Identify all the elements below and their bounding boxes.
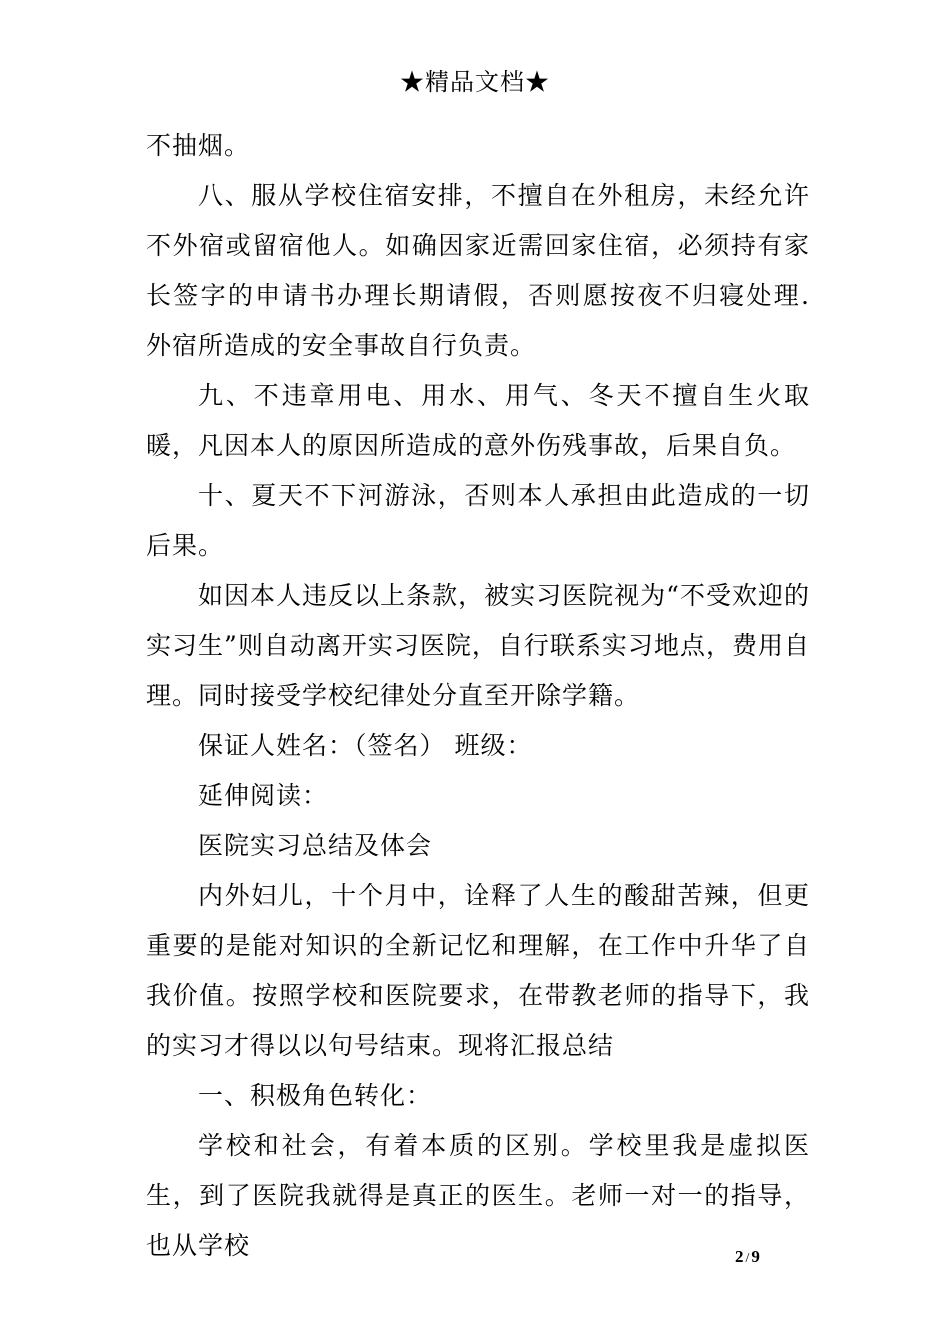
page-separator: / bbox=[745, 1251, 750, 1266]
page-header bbox=[0, 64, 950, 100]
paragraph: 如因本人违反以上条款，被实习医院视为“不受欢迎的实习生”则自动离开实习医院，自行联系实习地点，费用自理。同时接受学校纪律处分直至开除学籍。 bbox=[146, 581, 810, 710]
paragraph: 内外妇儿，十个月中，诠释了人生的酸甜苦辣，但更重要的是能对知识的全新记忆和理解，在工作中升华了自我价值。按照学校和医院要求，在带教老师的指导下，我的实习才得以以句号结束。现将汇报总结 bbox=[146, 881, 810, 1060]
document-body bbox=[146, 121, 810, 1271]
header-title: ★精品文档★ bbox=[400, 68, 550, 96]
paragraph: 九、不违章用电、用水、用气、冬天不擅自生火取暖，凡因本人的原因所造成的意外伤残事故，后果自负。 bbox=[146, 381, 810, 460]
paragraph: 不抽烟。 bbox=[146, 131, 251, 160]
page-number bbox=[735, 1245, 760, 1271]
section-heading: 一、积极角色转化： bbox=[198, 1081, 433, 1110]
signature-line: 保证人姓名：（签名） 班级： bbox=[198, 731, 533, 760]
paragraph: 八、服从学校住宿安排，不擅自在外租房，未经允许不外宿或留宿他人。如确因家近需回家住宿，必须持有家长签字的申请书办理长期请假，否则愿按夜不归寝处理. 外宿所造成的安全事故自行负责。 bbox=[146, 181, 810, 360]
total-pages: 9 bbox=[751, 1247, 760, 1266]
extended-reading-label: 延伸阅读： bbox=[198, 781, 329, 810]
paragraph: 十、夏天不下河游泳，否则本人承担由此造成的一切后果。 bbox=[146, 481, 810, 560]
section-title: 医院实习总结及体会 bbox=[198, 831, 433, 860]
paragraph: 学校和社会，有着本质的区别。学校里我是虚拟医生，到了医院我就得是真正的医生。老师一对一的指导，也从学校 bbox=[146, 1131, 810, 1260]
current-page: 2 bbox=[735, 1247, 744, 1266]
